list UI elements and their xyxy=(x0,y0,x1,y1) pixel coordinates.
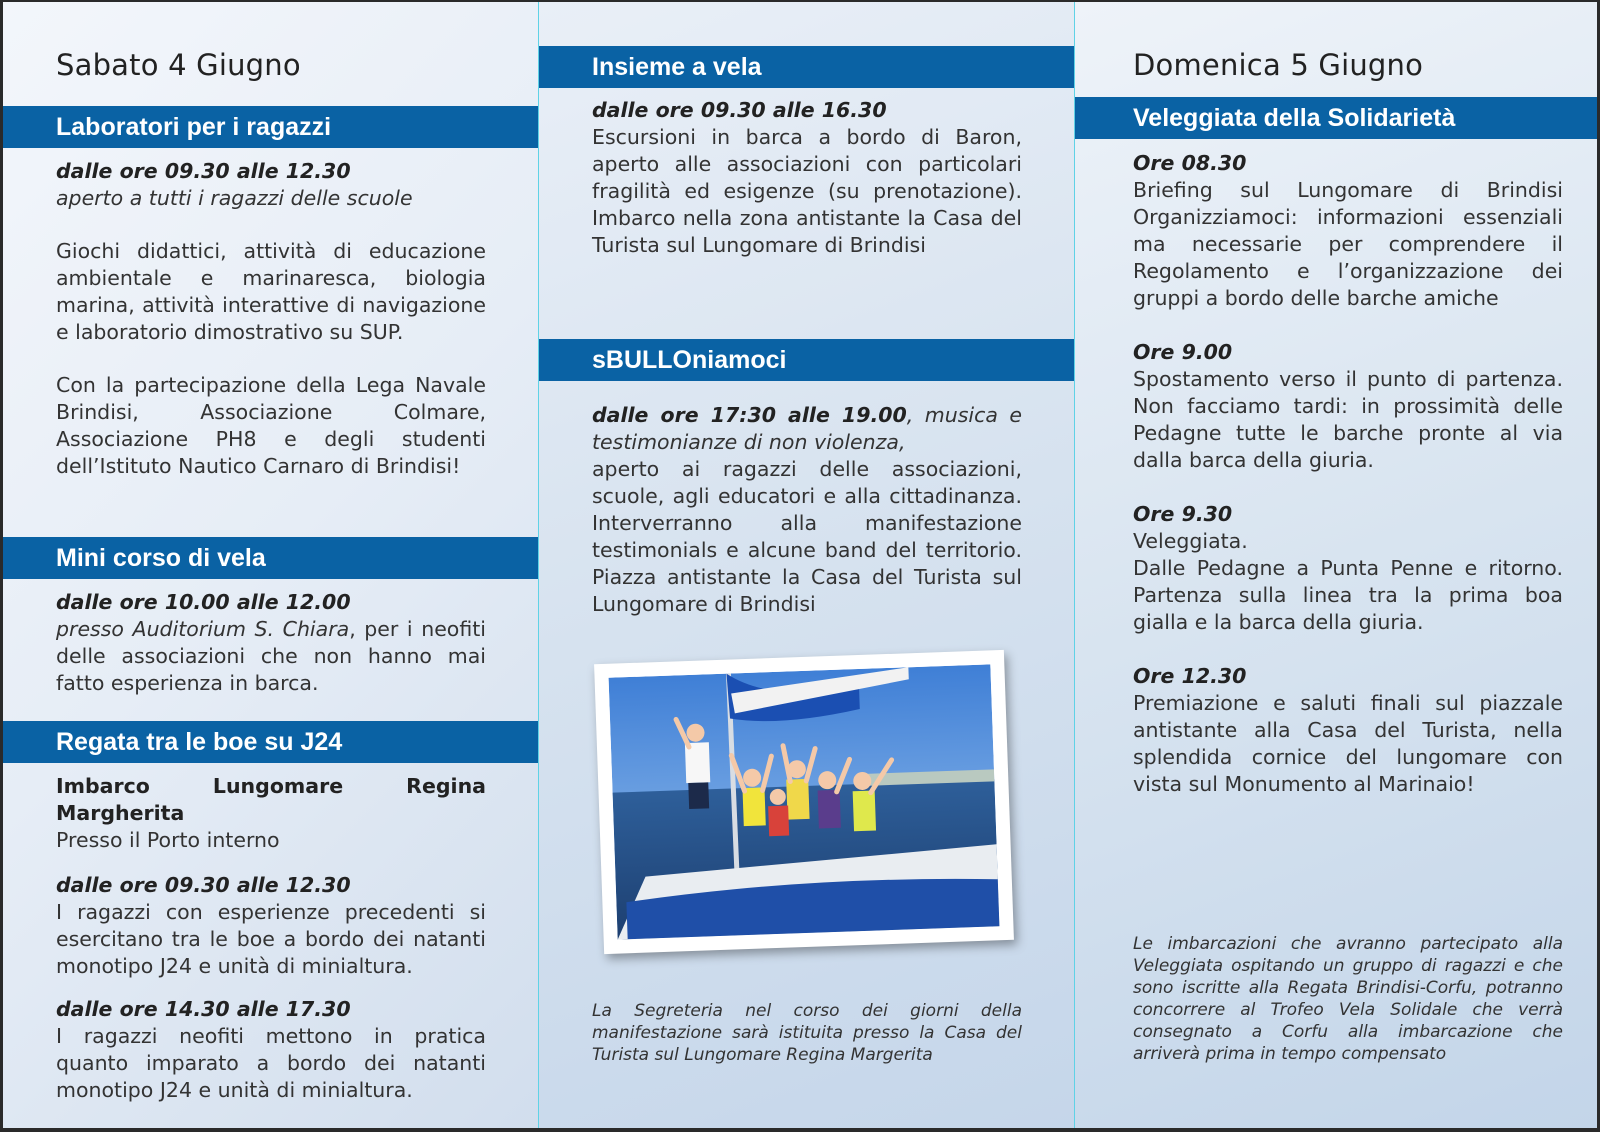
lab-heading: Laboratori per i ragazzi xyxy=(3,106,539,148)
brochure-page xyxy=(3,2,1597,1128)
regata-section xyxy=(56,773,486,1104)
regata-time-1: dalle ore 09.30 alle 12.30 xyxy=(56,873,351,897)
lab-audience: aperto a tutti i ragazzi delle scuole xyxy=(56,186,413,210)
mini-description: , per i neofiti delle associazioni che non hanno mai fatto esperienza in barca. xyxy=(56,617,486,695)
vela-section xyxy=(592,97,1022,259)
schedule-text-1: Briefing sul Lungomare di Brindisi Organizziamoci: informazioni essenziali ma necessarie per comprendere il Regolamento e l’organizzazione dei gruppi a bordo delle barche amiche xyxy=(1133,178,1563,310)
sunday-title: Domenica 5 Giugno xyxy=(1133,48,1424,82)
schedule-text-3: Veleggiata. xyxy=(1133,529,1248,553)
bullo-time: dalle ore 17:30 alle 19.00 xyxy=(592,403,907,427)
lab-section xyxy=(56,158,486,480)
vela-time: dalle ore 09.30 alle 16.30 xyxy=(592,98,887,122)
schedule-text-3b: Dalle Pedagne a Punta Penne e ritorno. Partenza sulla linea tra la prima boa gialla e la barca della giuria. xyxy=(1133,556,1563,634)
mini-heading: Mini corso di vela xyxy=(3,537,539,579)
schedule-text-4: Premiazione e saluti finali sul piazzale antistante alla Casa del Turista, nella splendida cornice del lungomare con vista sul Monumento al Marinaio! xyxy=(1133,691,1563,796)
schedule-time-2: Ore 9.00 xyxy=(1133,340,1233,364)
saturday-title: Sabato 4 Giugno xyxy=(56,48,301,82)
column-saturday xyxy=(3,2,539,1128)
lab-time: dalle ore 09.30 alle 12.30 xyxy=(56,159,351,183)
column-sunday xyxy=(1075,2,1597,1128)
bullo-subtitle: , musica e testimonianze di non violenza, xyxy=(592,403,1022,454)
vela-text: Escursioni in barca a bordo di Baron, aperto alle associazioni con particolari fragilità ed esigenze (su prenotazione). Imbarco nella zona antistante la Casa del Turista sul Lungomare di Brindisi xyxy=(592,125,1022,257)
lab-partners: Con la partecipazione della Lega Navale Brindisi, Associazione Colmare, Associazione PH8 e degli studenti dell’Istituto Nautico Carnaro di Brindisi! xyxy=(56,373,486,478)
mini-time: dalle ore 10.00 alle 12.00 xyxy=(56,590,351,614)
regata-text-1: I ragazzi con esperienze precedenti si esercitano tra le boe a bordo dei natanti monotipo J24 e unità di minialtura. xyxy=(56,900,486,978)
bullo-section xyxy=(592,402,1022,618)
schedule-time-4: Ore 12.30 xyxy=(1133,664,1247,688)
fold-line-2 xyxy=(1074,2,1075,1128)
schedule-text-2: Spostamento verso il punto di partenza. Non facciamo tardi: in prossimità delle Pedagne tutte le barche pronte al via dalla barca della giuria. xyxy=(1133,367,1563,472)
sailing-photo xyxy=(594,650,1014,954)
fold-line-1 xyxy=(538,2,539,1128)
schedule-time-1: Ore 08.30 xyxy=(1133,151,1247,175)
bullo-text: aperto ai ragazzi delle associazioni, scuole, agli educatori e alla cittadinanza. Interverranno alla manifestazione testimonials e alcune band del territorio. Piazza antistante la Casa del Turista sul Lungomare di Brindisi xyxy=(592,457,1022,616)
schedule-time-3: Ore 9.30 xyxy=(1133,502,1233,526)
regata-time-2: dalle ore 14.30 alle 17.30 xyxy=(56,997,351,1021)
secretariat-note: La Segreteria nel corso dei giorni della manifestazione sarà istituita presso la Casa del Turista sul Lungomare Regina Margerita xyxy=(592,1001,1022,1065)
bullo-heading: sBULLOniamoci xyxy=(539,339,1075,381)
veleggiata-schedule xyxy=(1133,150,1563,798)
veleggiata-heading: Veleggiata della Solidarietà xyxy=(1075,97,1597,139)
column-middle xyxy=(539,2,1075,1128)
mini-place: presso Auditorium S. Chiara xyxy=(56,617,350,641)
vela-heading: Insieme a vela xyxy=(539,46,1075,88)
trofeo-note: Le imbarcazioni che avranno partecipato alla Veleggiata ospitando un gruppo di ragazzi e che sono iscritte alla Regata Brindisi-Corfu, potranno concorrere al Trofeo Vela Solidale che verrà consegnato a Corfu alla imbarcazione che arriverà prima in tempo compensato xyxy=(1133,934,1563,1064)
mini-section xyxy=(56,589,486,697)
kids-on-sailboat-image xyxy=(609,664,1000,939)
regata-text-2: I ragazzi neofiti mettono in pratica quanto imparato a bordo dei natanti monotipo J24 e unità di minialtura. xyxy=(56,1024,486,1102)
regata-embark: Imbarco Lungomare Regina Margherita xyxy=(56,774,486,825)
regata-heading: Regata tra le boe su J24 xyxy=(3,721,539,763)
regata-port: Presso il Porto interno xyxy=(56,828,280,852)
lab-description: Giochi didattici, attività di educazione ambientale e marinaresca, biologia marina, attività interattive di navigazione e laboratorio dimostrativo su SUP. xyxy=(56,239,486,344)
